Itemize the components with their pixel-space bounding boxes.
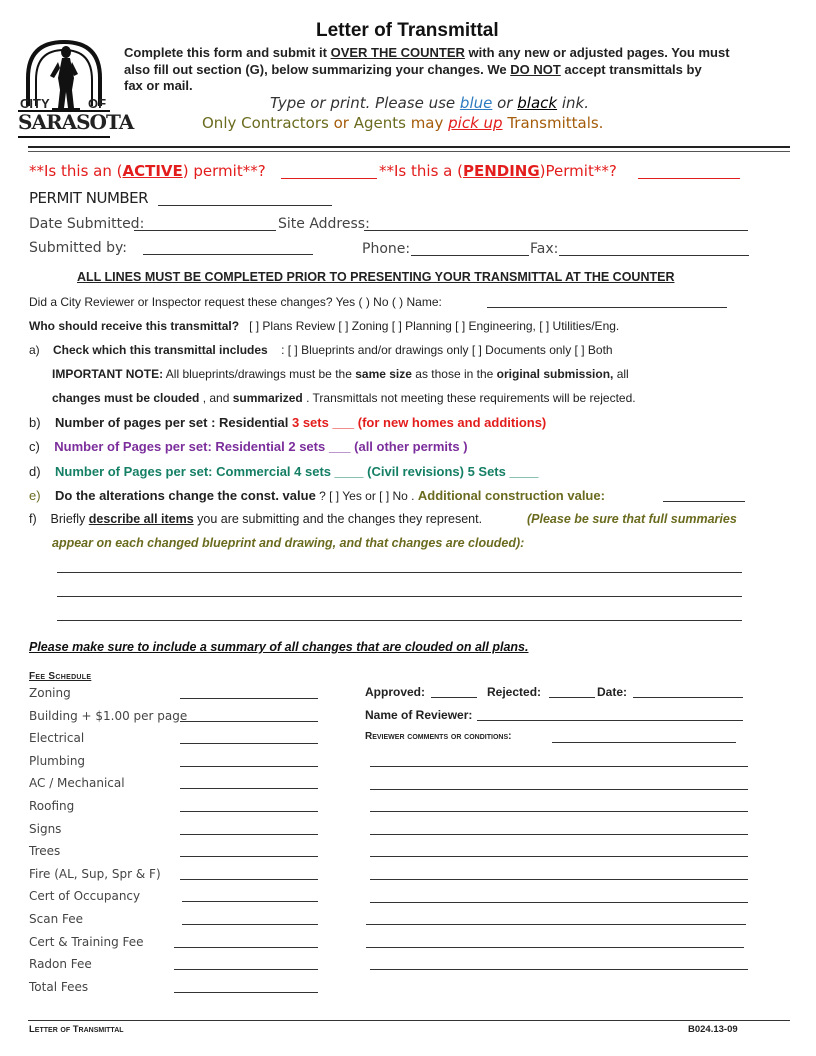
fee-amount-field[interactable] bbox=[180, 788, 318, 789]
question-b-row: b) Number of pages per set : Residential 3 sets ___ (for new homes and additions) bbox=[29, 415, 547, 430]
form-code: B024.13-09 bbox=[688, 1024, 738, 1035]
submitted-by-label: Submitted by: bbox=[29, 240, 127, 256]
approved-field[interactable] bbox=[431, 697, 477, 698]
submitted-by-field[interactable] bbox=[143, 254, 313, 255]
fee-item-label: Cert & Training Fee bbox=[29, 935, 144, 949]
intro-line-1: Complete this form and submit it OVER THE COUNTER with any new or adjusted pages. You must bbox=[124, 45, 730, 60]
fax-label: Fax: bbox=[530, 241, 559, 257]
fee-amount-field[interactable] bbox=[180, 811, 318, 812]
intro-line-2: also fill out section (G), below summarizing your changes. We DO NOT accept transmittals by bbox=[124, 62, 702, 77]
question-f-row: f) Briefly describe all items you are submitting and the changes they represent. bbox=[29, 512, 483, 526]
fax-field[interactable] bbox=[559, 255, 749, 256]
fee-item-label: Zoning bbox=[29, 686, 71, 700]
permit-number-field[interactable] bbox=[158, 205, 332, 206]
logo-sarasota-text: SARASOTA bbox=[18, 110, 134, 134]
phone-field[interactable] bbox=[411, 255, 529, 256]
approved-label: Approved: bbox=[365, 685, 425, 699]
logo-city-text: CITY bbox=[20, 96, 50, 111]
date-submitted-field[interactable] bbox=[134, 230, 276, 231]
active-permit-field[interactable] bbox=[281, 178, 377, 179]
fee-schedule-heading: Fee Schedule bbox=[29, 671, 92, 682]
footer-title: Letter of Transmittal bbox=[29, 1024, 124, 1035]
fee-amount-field[interactable] bbox=[180, 856, 318, 857]
reviewer-comment-line[interactable] bbox=[366, 924, 746, 925]
question-a-row: a) Check which this transmittal includes : [ ] Blueprints and/or drawings only [ ] Documents only [ ] Both bbox=[29, 343, 613, 357]
reviewer-comment-line[interactable] bbox=[370, 834, 748, 835]
reviewer-comment-line[interactable] bbox=[370, 969, 748, 970]
fee-item-label: AC / Mechanical bbox=[29, 776, 125, 790]
fee-item-label: Cert of Occupancy bbox=[29, 889, 141, 903]
fee-amount-field[interactable] bbox=[174, 947, 318, 948]
fee-amount-field[interactable] bbox=[174, 969, 318, 970]
completion-notice: ALL LINES MUST BE COMPLETED PRIOR TO PRESENTING YOUR TRANSMITTAL AT THE COUNTER bbox=[77, 270, 675, 284]
reviewer-comments-field[interactable] bbox=[552, 742, 736, 743]
important-note-row: IMPORTANT NOTE: All blueprints/drawings must be the same size as those in the original submission, all bbox=[52, 367, 629, 381]
pickup-notice: Only Contractors or Agents may pick up Transmittals. bbox=[202, 114, 604, 132]
review-date-field[interactable] bbox=[633, 697, 743, 698]
fee-item-label: Radon Fee bbox=[29, 957, 92, 971]
fee-item-label: Trees bbox=[29, 844, 61, 858]
reviewer-request-question: Did a City Reviewer or Inspector request these changes? Yes ( ) No ( ) Name: bbox=[29, 295, 442, 309]
site-address-field[interactable] bbox=[364, 230, 748, 231]
header-divider bbox=[28, 146, 790, 148]
description-line-2[interactable] bbox=[57, 596, 742, 597]
date-submitted-label: Date Submitted: bbox=[29, 216, 145, 232]
pending-permit-field[interactable] bbox=[638, 178, 740, 179]
reviewer-comment-line[interactable] bbox=[370, 811, 748, 812]
fee-item-label: Roofing bbox=[29, 799, 75, 813]
fee-item-label: Fire (AL, Sup, Spr & F) bbox=[29, 867, 161, 881]
header-divider-thin bbox=[28, 151, 790, 152]
permit-number-label: PERMIT NUMBER bbox=[29, 189, 149, 207]
fee-item-label: Signs bbox=[29, 822, 62, 836]
rejected-label: Rejected: bbox=[487, 685, 542, 699]
rejected-field[interactable] bbox=[549, 697, 595, 698]
description-line-1[interactable] bbox=[57, 572, 742, 573]
site-address-label: Site Address: bbox=[278, 216, 370, 232]
reviewer-comment-line[interactable] bbox=[370, 766, 748, 767]
reviewer-comment-line[interactable] bbox=[370, 789, 748, 790]
intro-line-3: fax or mail. bbox=[124, 78, 193, 93]
summary-reminder: Please make sure to include a summary of all changes that are clouded on all plans. bbox=[29, 640, 529, 654]
active-pending-question: **Is this an (ACTIVE) permit**? bbox=[29, 162, 266, 180]
summary-instruction-1: (Please be sure that full summaries bbox=[527, 512, 737, 526]
fee-item-label: Electrical bbox=[29, 731, 85, 745]
pending-question: **Is this a (PENDING)Permit**? bbox=[379, 162, 617, 180]
fee-amount-field[interactable] bbox=[180, 766, 318, 767]
who-receives-row: Who should receive this transmittal? [ ] Plans Review [ ] Zoning [ ] Planning [ ] Engineering, [ ] Utilities/Eng. bbox=[29, 319, 620, 333]
fee-amount-field[interactable] bbox=[182, 924, 318, 925]
fee-item-label: Building + $1.00 per page bbox=[29, 709, 188, 723]
page-title: Letter of Transmittal bbox=[316, 20, 499, 41]
reviewer-name-input[interactable] bbox=[477, 720, 743, 721]
reviewer-comment-line[interactable] bbox=[370, 856, 748, 857]
description-line-3[interactable] bbox=[57, 620, 742, 621]
city-logo bbox=[18, 38, 134, 143]
fee-item-label: Total Fees bbox=[29, 980, 89, 994]
reviewer-comments-label: Reviewer comments or conditions: bbox=[365, 731, 512, 742]
construction-value-field[interactable] bbox=[663, 501, 745, 502]
reviewer-name-label: Name of Reviewer: bbox=[365, 708, 473, 722]
question-d-row: d) Number of Pages per set: Commercial 4 sets ____ (Civil revisions) 5 Sets ____ bbox=[29, 464, 539, 479]
fee-amount-field[interactable] bbox=[174, 992, 318, 993]
question-c-row: c) Number of Pages per set: Residential 2 sets ___ (all other permits ) bbox=[29, 439, 468, 454]
logo-of-text: OF bbox=[88, 96, 107, 111]
clouded-row: changes must be clouded , and summarized . Transmittals not meeting these requirements will be rejected. bbox=[52, 391, 636, 405]
fee-amount-field[interactable] bbox=[180, 721, 318, 722]
ink-instruction: Type or print. Please use blue or black ink. bbox=[270, 94, 589, 112]
phone-label: Phone: bbox=[362, 241, 411, 257]
fee-amount-field[interactable] bbox=[180, 743, 318, 744]
fee-amount-field[interactable] bbox=[180, 879, 318, 880]
question-e-row: e) Do the alterations change the const. value ? [ ] Yes or [ ] No . Additional construction value: bbox=[29, 488, 605, 503]
footer-divider bbox=[28, 1020, 790, 1021]
reviewer-comment-line[interactable] bbox=[366, 947, 744, 948]
fee-item-label: Scan Fee bbox=[29, 912, 83, 926]
reviewer-comment-line[interactable] bbox=[370, 879, 748, 880]
reviewer-comment-line[interactable] bbox=[370, 902, 748, 903]
fee-amount-field[interactable] bbox=[180, 834, 318, 835]
fee-item-label: Plumbing bbox=[29, 754, 86, 768]
reviewer-name-field[interactable] bbox=[487, 307, 727, 308]
fee-amount-field[interactable] bbox=[182, 901, 318, 902]
summary-instruction-2: appear on each changed blueprint and drawing, and that changes are clouded): bbox=[52, 536, 525, 550]
fee-amount-field[interactable] bbox=[180, 698, 318, 699]
review-date-label: Date: bbox=[597, 685, 628, 699]
